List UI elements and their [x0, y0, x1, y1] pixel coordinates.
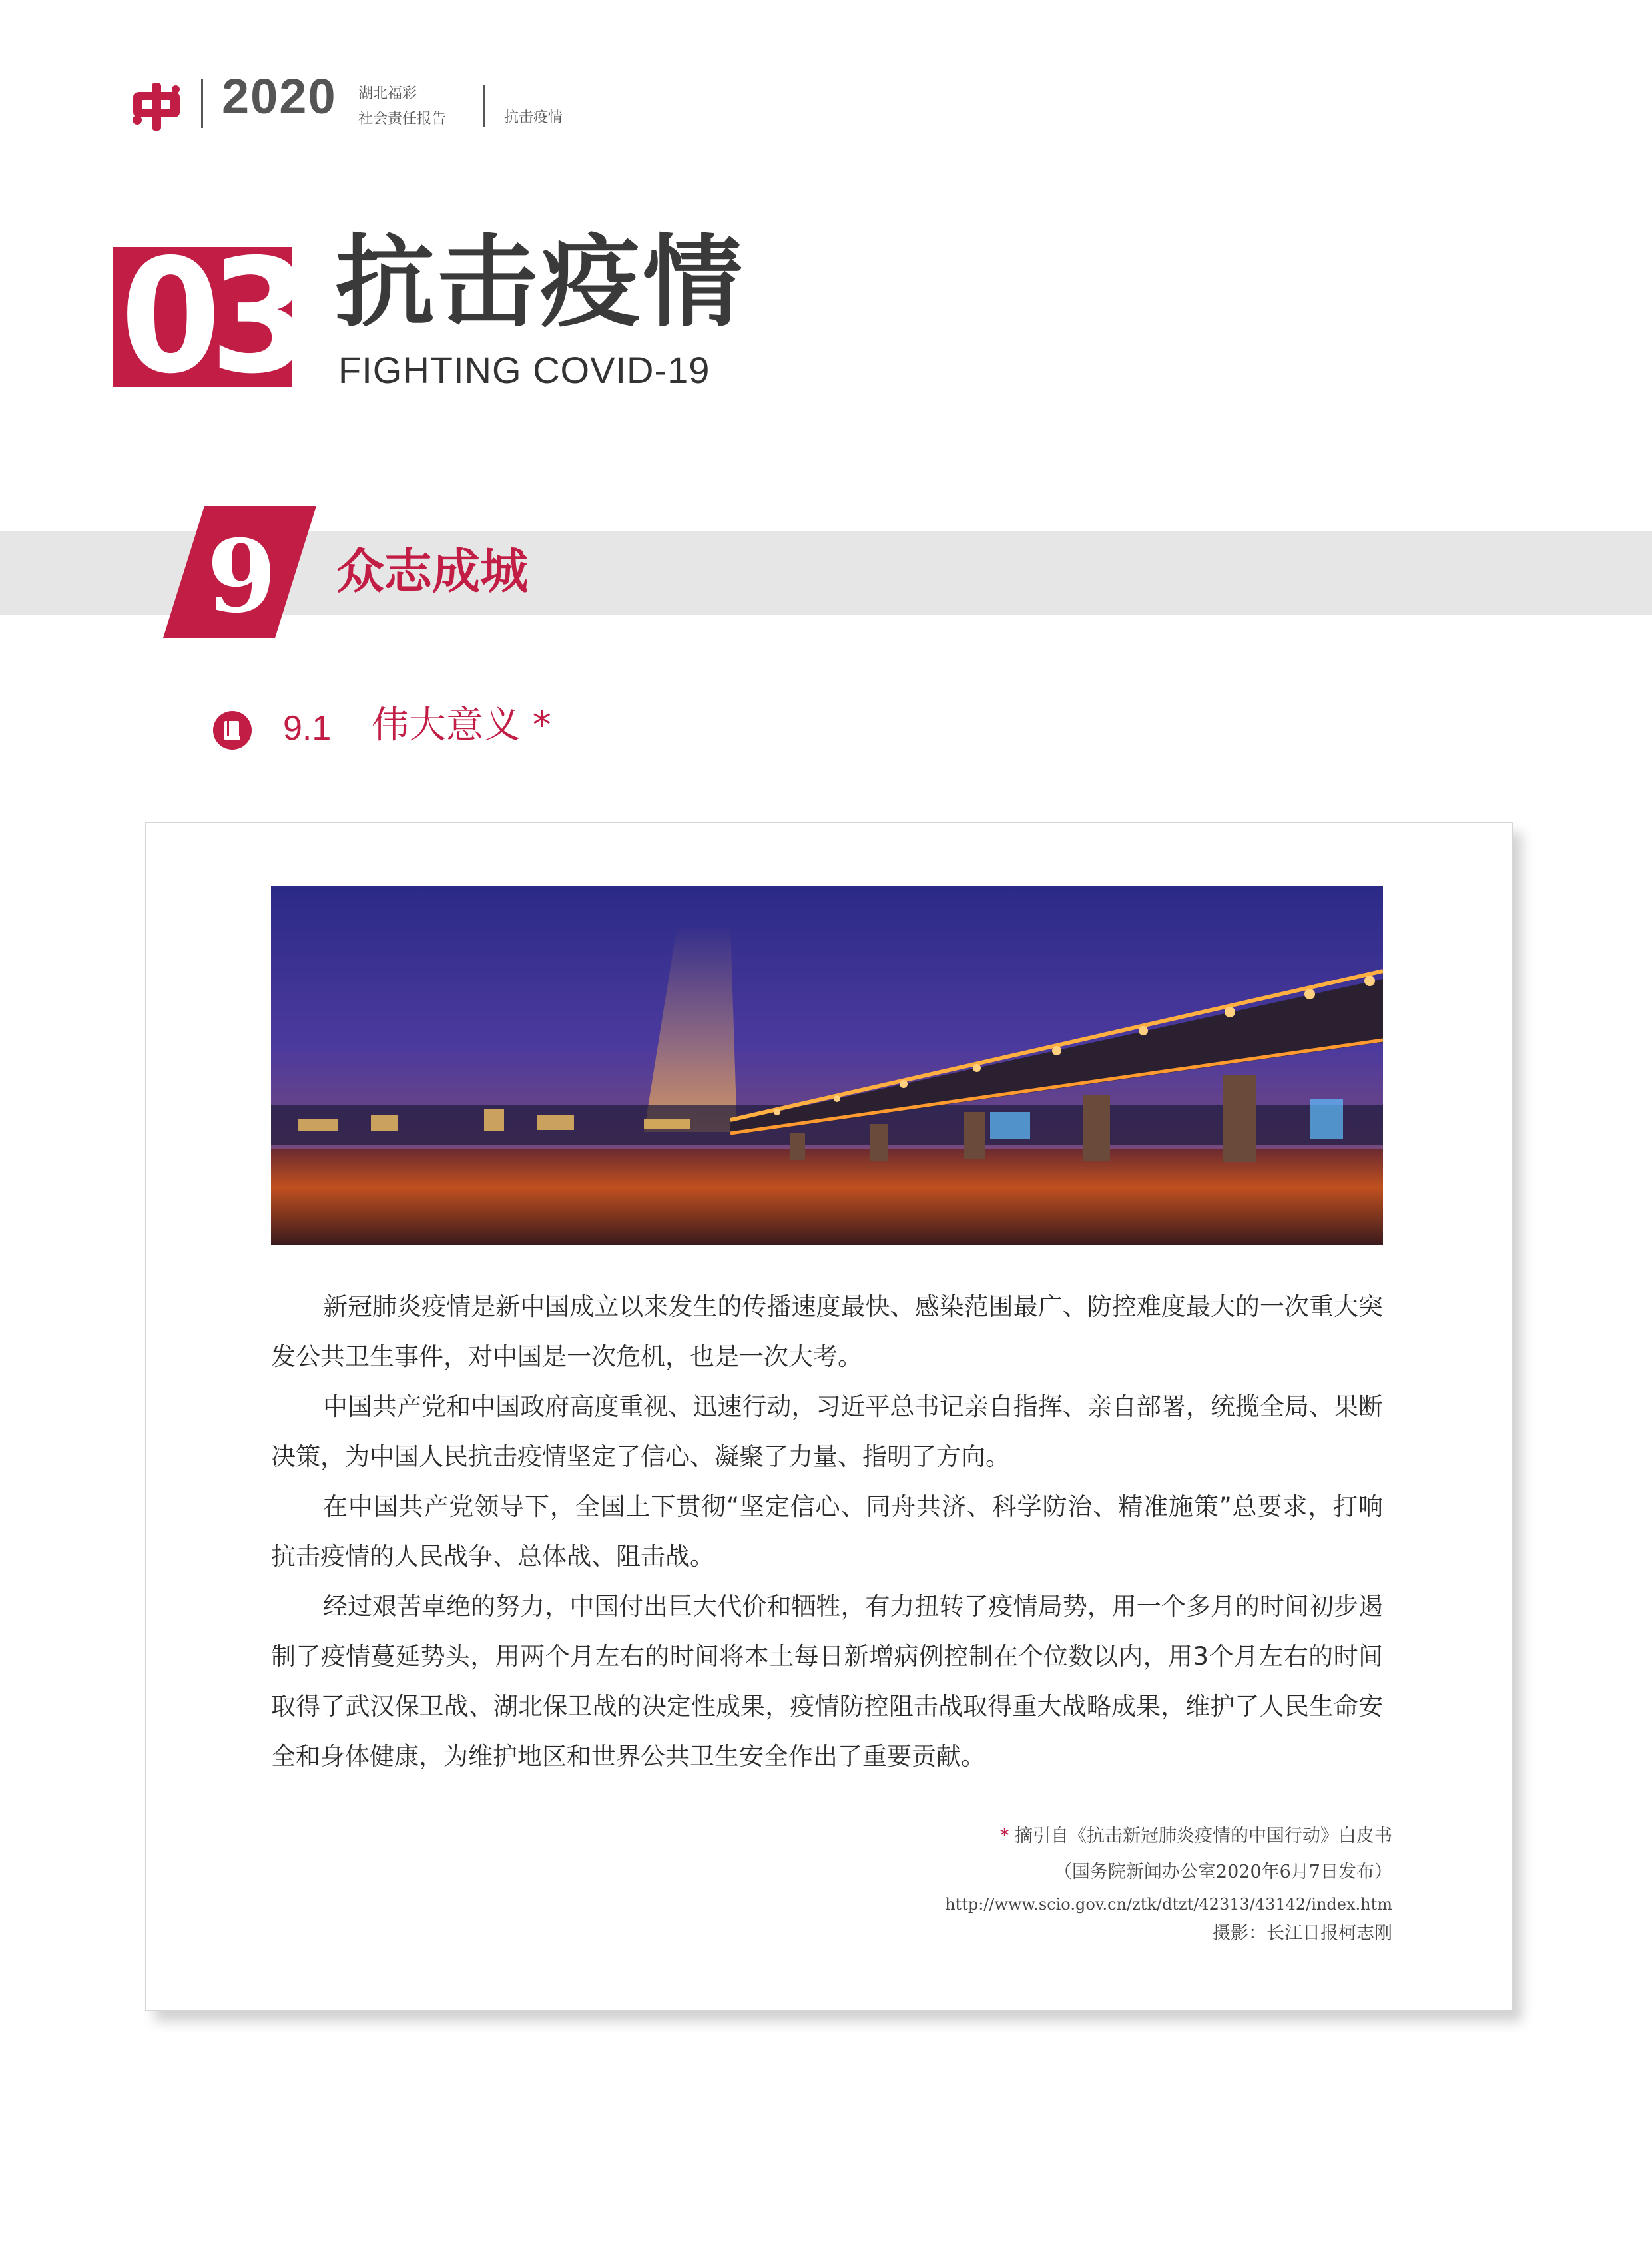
body-paragraph: 经过艰苦卓绝的努力，中国付出巨大代价和牺牲，有力扭转了疫情局势，用一个多月的时间初步遏制了疫情蔓延势头，用两个月左右的时间将本土每日新增病例控制在个位数以内，用3个月左右的时间取得了武汉保卫战、湖北保卫战的决定性成果，疫情防控阻击战取得重大战略成果，维护了人民生命安全和身体健康，为维护地区和世界公共卫生安全作出了重要贡献。	[271, 1592, 1383, 1771]
wuhan-bridge-night-photo	[271, 886, 1383, 1245]
subsection-number: 9.1	[283, 709, 332, 748]
breadcrumb: 抗击疫情	[504, 109, 563, 126]
source-url: http://www.scio.gov.cn/ztk/dtzt/42313/43142/index.htm	[945, 1895, 1392, 1914]
footnote-star: *	[999, 1826, 1009, 1846]
chapter-number-block	[113, 225, 300, 408]
chapter-title: 抗击疫情	[335, 225, 746, 341]
photo-credit: 摄影：长江日报柯志刚	[1213, 1923, 1392, 1944]
subsection-title: 伟大意义 *	[372, 704, 551, 747]
chapter-number: 03	[120, 225, 300, 408]
org-name: 湖北福彩	[358, 85, 417, 102]
publisher-note: （国务院新闻办公室2020年6月7日发布）	[1053, 1862, 1392, 1882]
section-number-badge	[163, 506, 316, 638]
header-divider	[483, 85, 485, 127]
book-icon	[213, 711, 252, 750]
body-paragraph: 新冠肺炎疫情是新中国成立以来发生的传播速度最快、感染范围最广、防控难度最大的一次重大突发公共卫生事件，对中国是一次危机，也是一次大考。	[271, 1292, 1383, 1371]
welfare-lottery-logo-icon	[127, 80, 186, 133]
body-paragraph: 在中国共产党领导下，全国上下贯彻“坚定信心、同舟共济、科学防治、精准施策”总要求，打响抗击疫情的人民战争、总体战、阻击战。	[271, 1492, 1383, 1571]
header-divider	[201, 79, 203, 128]
source-text: 摘引自《抗击新冠肺炎疫情的中国行动》白皮书	[1015, 1826, 1392, 1846]
body-paragraph: 中国共产党和中国政府高度重视、迅速行动，习近平总书记亲自指挥、亲自部署，统揽全局、果断决策，为中国人民抗击疫情坚定了信心、凝聚了力量、指明了方向。	[271, 1392, 1383, 1471]
section-title: 众志成城	[336, 543, 529, 599]
report-name: 社会责任报告	[358, 111, 447, 127]
chapter-subtitle: FIGHTING COVID-19	[338, 349, 710, 391]
section-number: 9	[206, 518, 277, 635]
source-note	[1000, 1827, 1392, 1845]
report-year: 2020	[222, 69, 337, 124]
